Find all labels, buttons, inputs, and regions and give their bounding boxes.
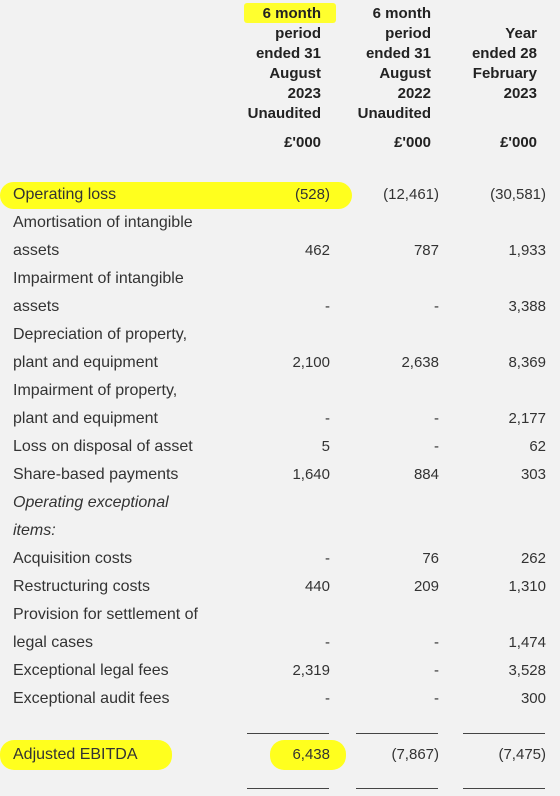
header-currency: £'000 <box>284 134 321 151</box>
row-label: items: <box>13 522 56 539</box>
table-row <box>0 293 560 321</box>
header-line: period <box>275 25 321 42</box>
header-line: 6 month <box>372 5 431 22</box>
row-value: 884 <box>413 466 439 483</box>
row-value: 462 <box>304 242 330 259</box>
header-line: ended 31 <box>255 45 321 62</box>
subtotal-rule <box>247 733 329 734</box>
table-row <box>0 349 560 377</box>
header-currency: £'000 <box>500 134 537 151</box>
header-line: August <box>379 65 431 82</box>
row-value: 3,388 <box>508 298 546 315</box>
row-value: - <box>325 410 330 427</box>
row-value: 209 <box>413 578 439 595</box>
row-value: - <box>325 634 330 651</box>
row-value: - <box>434 298 439 315</box>
total-rule <box>356 788 438 789</box>
row-label: Restructuring costs <box>13 578 150 595</box>
row-value: 1,640 <box>292 466 330 483</box>
table-row <box>0 629 560 657</box>
row-value: 62 <box>529 438 546 455</box>
total-row <box>0 741 560 769</box>
row-value: 1,310 <box>508 578 546 595</box>
table-row <box>0 209 560 237</box>
row-value: - <box>325 550 330 567</box>
row-label: Operating loss <box>13 186 117 203</box>
row-value: 300 <box>520 690 546 707</box>
row-value: 2,638 <box>401 354 439 371</box>
row-value: (528) <box>294 186 330 203</box>
row-label: Exceptional audit fees <box>13 690 170 707</box>
header-line: 2022 <box>397 85 431 102</box>
header-line: Year <box>505 25 537 42</box>
row-label: plant and equipment <box>13 354 158 371</box>
table-row <box>0 433 560 461</box>
row-value: (30,581) <box>490 186 546 203</box>
table-row <box>0 265 560 293</box>
subtotal-rule <box>356 733 438 734</box>
header-line: 2023 <box>287 85 321 102</box>
row-label: Exceptional legal fees <box>13 662 169 679</box>
row-value: (12,461) <box>383 186 439 203</box>
row-label: Provision for settlement of <box>13 606 198 623</box>
row-value: - <box>434 438 439 455</box>
total-value-2023-year: (7,475) <box>498 746 546 763</box>
row-label: assets <box>13 298 60 315</box>
total-rule <box>247 788 329 789</box>
row-value: 262 <box>520 550 546 567</box>
row-value: - <box>325 690 330 707</box>
header-line: Unaudited <box>247 105 321 122</box>
row-value: 2,319 <box>292 662 330 679</box>
column-header-2022-half <box>331 4 431 153</box>
row-value: - <box>434 634 439 651</box>
row-label: Amortisation of intangible <box>13 214 193 231</box>
row-value: 787 <box>413 242 439 259</box>
row-label: Impairment of intangible <box>13 270 184 287</box>
header-line: ended 31 <box>365 45 431 62</box>
header-line: Unaudited <box>357 105 431 122</box>
total-rule <box>463 788 545 789</box>
table-row <box>0 517 560 545</box>
table-row <box>0 377 560 405</box>
table-row <box>0 321 560 349</box>
total-value-2023-half: 6,438 <box>292 746 330 763</box>
row-value: 303 <box>520 466 546 483</box>
row-label: legal cases <box>13 634 94 651</box>
header-currency: £'000 <box>394 134 431 151</box>
header-line: August <box>269 65 321 82</box>
table-row <box>0 601 560 629</box>
row-label: Depreciation of property, <box>13 326 188 343</box>
row-value: - <box>434 662 439 679</box>
table-row <box>0 657 560 685</box>
row-value: 8,369 <box>508 354 546 371</box>
total-value-2022-half: (7,867) <box>391 746 439 763</box>
row-value: - <box>434 690 439 707</box>
table-row <box>0 237 560 265</box>
total-label: Adjusted EBITDA <box>13 746 138 763</box>
table-row <box>0 181 560 209</box>
header-line: period <box>385 25 431 42</box>
table-row <box>0 489 560 517</box>
table-row <box>0 685 560 713</box>
column-header-2023-half <box>221 4 321 153</box>
subtotal-rule <box>463 733 545 734</box>
row-value: 2,177 <box>508 410 546 427</box>
row-label: Acquisition costs <box>13 550 133 567</box>
header-line: 6 month <box>262 5 321 22</box>
row-label: Loss on disposal of asset <box>13 438 193 455</box>
table-row <box>0 545 560 573</box>
row-value: 1,933 <box>508 242 546 259</box>
row-label: Impairment of property, <box>13 382 178 399</box>
header-line: February <box>472 65 537 82</box>
column-header-2023-year <box>437 4 537 153</box>
row-value: - <box>325 298 330 315</box>
row-label: Operating exceptional <box>13 494 169 511</box>
row-value: - <box>434 410 439 427</box>
row-value: 1,474 <box>508 634 546 651</box>
row-label: assets <box>13 242 60 259</box>
row-value: 5 <box>321 438 330 455</box>
row-value: 76 <box>422 550 439 567</box>
header-line: ended 28 <box>471 45 537 62</box>
row-value: 2,100 <box>292 354 330 371</box>
row-label: Share-based payments <box>13 466 179 483</box>
row-value: 440 <box>304 578 330 595</box>
table-row <box>0 573 560 601</box>
table-row <box>0 461 560 489</box>
table-row <box>0 405 560 433</box>
row-label: plant and equipment <box>13 410 158 427</box>
header-line: 2023 <box>503 85 537 102</box>
row-value: 3,528 <box>508 662 546 679</box>
